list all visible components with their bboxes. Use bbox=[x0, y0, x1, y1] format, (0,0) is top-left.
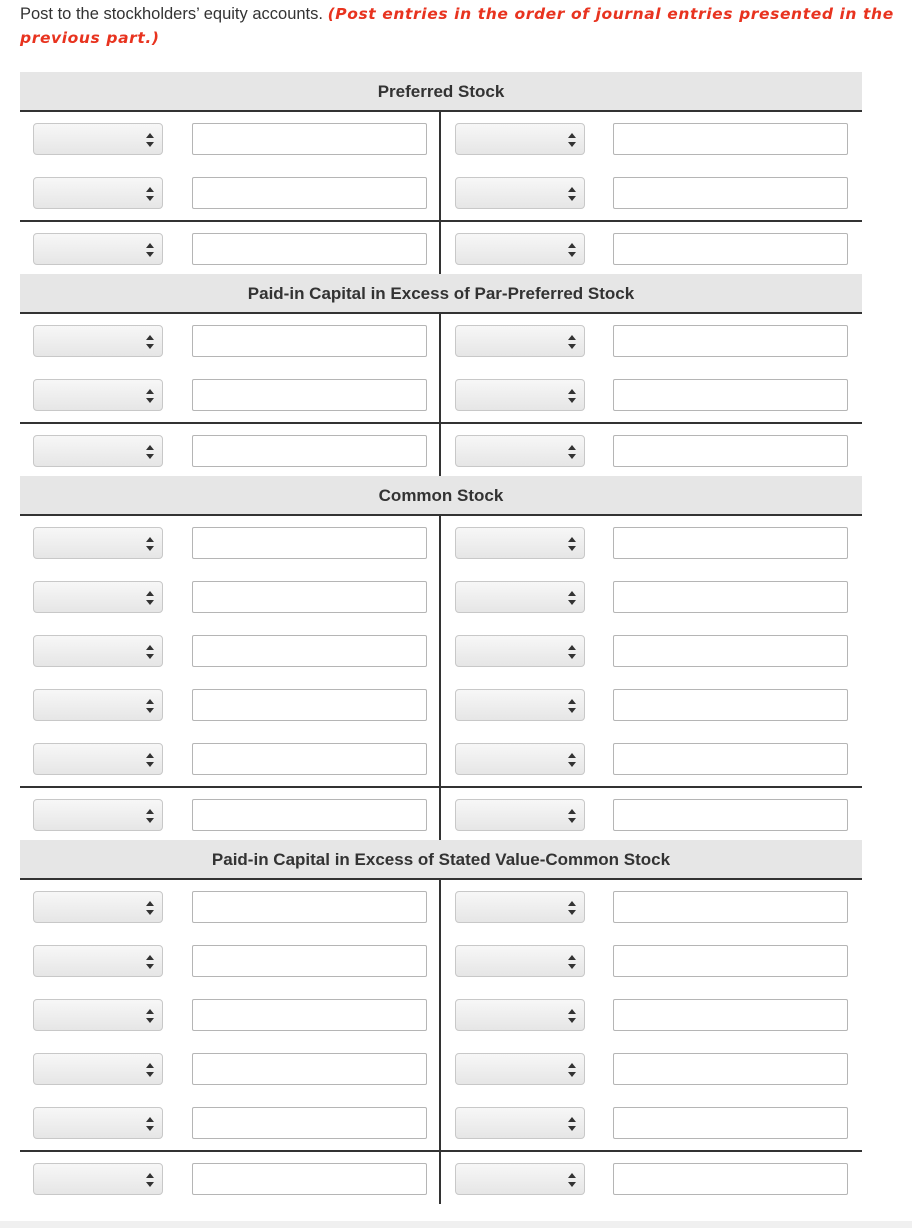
up-down-arrows-icon bbox=[146, 243, 154, 257]
t-account-ledger bbox=[20, 72, 862, 1204]
up-down-arrows-icon bbox=[568, 1173, 576, 1187]
credit-account-select[interactable] bbox=[455, 945, 585, 977]
debit-amount-input[interactable] bbox=[192, 1107, 427, 1139]
credit-amount-input[interactable] bbox=[613, 527, 848, 559]
credit-account-select[interactable] bbox=[455, 891, 585, 923]
debit-amount-input[interactable] bbox=[192, 799, 427, 831]
debit-account-select[interactable] bbox=[33, 1107, 163, 1139]
up-down-arrows-icon bbox=[568, 753, 576, 767]
debit-amount-input[interactable] bbox=[192, 891, 427, 923]
credit-amount-input[interactable] bbox=[613, 233, 848, 265]
up-down-arrows-icon bbox=[146, 645, 154, 659]
entry-row bbox=[20, 166, 862, 220]
debit-amount-input[interactable] bbox=[192, 689, 427, 721]
credit-amount-input[interactable] bbox=[613, 1053, 848, 1085]
credit-account-select[interactable] bbox=[455, 1053, 585, 1085]
debit-account-select[interactable] bbox=[33, 743, 163, 775]
entry-row bbox=[20, 880, 862, 934]
debit-amount-input[interactable] bbox=[192, 635, 427, 667]
debit-amount-input[interactable] bbox=[192, 325, 427, 357]
up-down-arrows-icon bbox=[568, 445, 576, 459]
debit-amount-input[interactable] bbox=[192, 581, 427, 613]
debit-amount-input[interactable] bbox=[192, 123, 427, 155]
up-down-arrows-icon bbox=[146, 445, 154, 459]
up-down-arrows-icon bbox=[146, 955, 154, 969]
debit-account-select[interactable] bbox=[33, 1163, 163, 1195]
up-down-arrows-icon bbox=[146, 1009, 154, 1023]
account-body bbox=[20, 112, 862, 274]
debit-amount-input[interactable] bbox=[192, 1053, 427, 1085]
debit-account-select[interactable] bbox=[33, 635, 163, 667]
credit-amount-input[interactable] bbox=[613, 177, 848, 209]
debit-amount-input[interactable] bbox=[192, 527, 427, 559]
entry-row bbox=[20, 624, 862, 678]
entry-row bbox=[20, 732, 862, 786]
debit-account-select[interactable] bbox=[33, 379, 163, 411]
entry-row bbox=[20, 1096, 862, 1150]
credit-amount-input[interactable] bbox=[613, 635, 848, 667]
balance-row bbox=[20, 786, 862, 840]
up-down-arrows-icon bbox=[146, 753, 154, 767]
debit-amount-input[interactable] bbox=[192, 999, 427, 1031]
up-down-arrows-icon bbox=[146, 1063, 154, 1077]
up-down-arrows-icon bbox=[568, 537, 576, 551]
instructions-text: Post to the stockholders’ equity accounts. bbox=[20, 5, 323, 23]
debit-account-select[interactable] bbox=[33, 123, 163, 155]
credit-account-select[interactable] bbox=[455, 435, 585, 467]
debit-account-select[interactable] bbox=[33, 689, 163, 721]
debit-amount-input[interactable] bbox=[192, 945, 427, 977]
up-down-arrows-icon bbox=[568, 1117, 576, 1131]
debit-account-select[interactable] bbox=[33, 177, 163, 209]
credit-account-select[interactable] bbox=[455, 177, 585, 209]
credit-amount-input[interactable] bbox=[613, 799, 848, 831]
credit-amount-input[interactable] bbox=[613, 1163, 848, 1195]
balance-row bbox=[20, 220, 862, 274]
account-title: Preferred Stock bbox=[20, 72, 862, 112]
up-down-arrows-icon bbox=[146, 809, 154, 823]
credit-account-select[interactable] bbox=[455, 999, 585, 1031]
up-down-arrows-icon bbox=[568, 1063, 576, 1077]
credit-account-select[interactable] bbox=[455, 689, 585, 721]
up-down-arrows-icon bbox=[568, 901, 576, 915]
credit-account-select[interactable] bbox=[455, 233, 585, 265]
up-down-arrows-icon bbox=[146, 537, 154, 551]
credit-amount-input[interactable] bbox=[613, 999, 848, 1031]
up-down-arrows-icon bbox=[568, 591, 576, 605]
up-down-arrows-icon bbox=[568, 955, 576, 969]
instructions bbox=[20, 2, 905, 50]
credit-account-select[interactable] bbox=[455, 527, 585, 559]
credit-amount-input[interactable] bbox=[613, 325, 848, 357]
credit-account-select[interactable] bbox=[455, 1163, 585, 1195]
account-body bbox=[20, 314, 862, 476]
entry-row bbox=[20, 1042, 862, 1096]
credit-account-select[interactable] bbox=[455, 1107, 585, 1139]
account-title: Common Stock bbox=[20, 476, 862, 516]
credit-amount-input[interactable] bbox=[613, 1107, 848, 1139]
up-down-arrows-icon bbox=[146, 335, 154, 349]
credit-account-select[interactable] bbox=[455, 743, 585, 775]
bottom-strip bbox=[0, 1221, 912, 1228]
up-down-arrows-icon bbox=[146, 699, 154, 713]
credit-account-select[interactable] bbox=[455, 799, 585, 831]
account-title: Paid-in Capital in Excess of Stated Value-Common Stock bbox=[20, 840, 862, 880]
debit-account-select[interactable] bbox=[33, 799, 163, 831]
debit-account-select[interactable] bbox=[33, 999, 163, 1031]
up-down-arrows-icon bbox=[568, 809, 576, 823]
up-down-arrows-icon bbox=[146, 901, 154, 915]
up-down-arrows-icon bbox=[568, 645, 576, 659]
credit-account-select[interactable] bbox=[455, 325, 585, 357]
credit-amount-input[interactable] bbox=[613, 581, 848, 613]
debit-amount-input[interactable] bbox=[192, 743, 427, 775]
up-down-arrows-icon bbox=[568, 243, 576, 257]
entry-row bbox=[20, 314, 862, 368]
up-down-arrows-icon bbox=[146, 389, 154, 403]
debit-amount-input[interactable] bbox=[192, 379, 427, 411]
up-down-arrows-icon bbox=[568, 187, 576, 201]
debit-amount-input[interactable] bbox=[192, 1163, 427, 1195]
debit-amount-input[interactable] bbox=[192, 233, 427, 265]
credit-amount-input[interactable] bbox=[613, 123, 848, 155]
debit-account-select[interactable] bbox=[33, 325, 163, 357]
account-body bbox=[20, 516, 862, 840]
debit-account-select[interactable] bbox=[33, 945, 163, 977]
instructions-emphasis: (Post entries in the order of journal entries presented in the previous part.) bbox=[20, 5, 894, 47]
credit-account-select[interactable] bbox=[455, 123, 585, 155]
debit-account-select[interactable] bbox=[33, 435, 163, 467]
balance-row bbox=[20, 422, 862, 476]
entry-row bbox=[20, 516, 862, 570]
up-down-arrows-icon bbox=[568, 699, 576, 713]
up-down-arrows-icon bbox=[146, 1173, 154, 1187]
debit-account-select[interactable] bbox=[33, 1053, 163, 1085]
entry-row bbox=[20, 368, 862, 422]
credit-amount-input[interactable] bbox=[613, 379, 848, 411]
credit-amount-input[interactable] bbox=[613, 689, 848, 721]
up-down-arrows-icon bbox=[568, 389, 576, 403]
credit-account-select[interactable] bbox=[455, 635, 585, 667]
credit-amount-input[interactable] bbox=[613, 945, 848, 977]
debit-amount-input[interactable] bbox=[192, 435, 427, 467]
debit-account-select[interactable] bbox=[33, 233, 163, 265]
account-title: Paid-in Capital in Excess of Par-Preferred Stock bbox=[20, 274, 862, 314]
credit-amount-input[interactable] bbox=[613, 891, 848, 923]
debit-amount-input[interactable] bbox=[192, 177, 427, 209]
up-down-arrows-icon bbox=[568, 1009, 576, 1023]
entry-row bbox=[20, 678, 862, 732]
balance-row bbox=[20, 1150, 862, 1204]
account-body bbox=[20, 880, 862, 1204]
entry-row bbox=[20, 112, 862, 166]
up-down-arrows-icon bbox=[146, 187, 154, 201]
up-down-arrows-icon bbox=[146, 133, 154, 147]
debit-account-select[interactable] bbox=[33, 527, 163, 559]
credit-amount-input[interactable] bbox=[613, 435, 848, 467]
credit-amount-input[interactable] bbox=[613, 743, 848, 775]
entry-row bbox=[20, 570, 862, 624]
credit-account-select[interactable] bbox=[455, 379, 585, 411]
entry-row bbox=[20, 934, 862, 988]
debit-account-select[interactable] bbox=[33, 891, 163, 923]
up-down-arrows-icon bbox=[568, 335, 576, 349]
debit-account-select[interactable] bbox=[33, 581, 163, 613]
up-down-arrows-icon bbox=[146, 591, 154, 605]
entry-row bbox=[20, 988, 862, 1042]
credit-account-select[interactable] bbox=[455, 581, 585, 613]
up-down-arrows-icon bbox=[146, 1117, 154, 1131]
up-down-arrows-icon bbox=[568, 133, 576, 147]
